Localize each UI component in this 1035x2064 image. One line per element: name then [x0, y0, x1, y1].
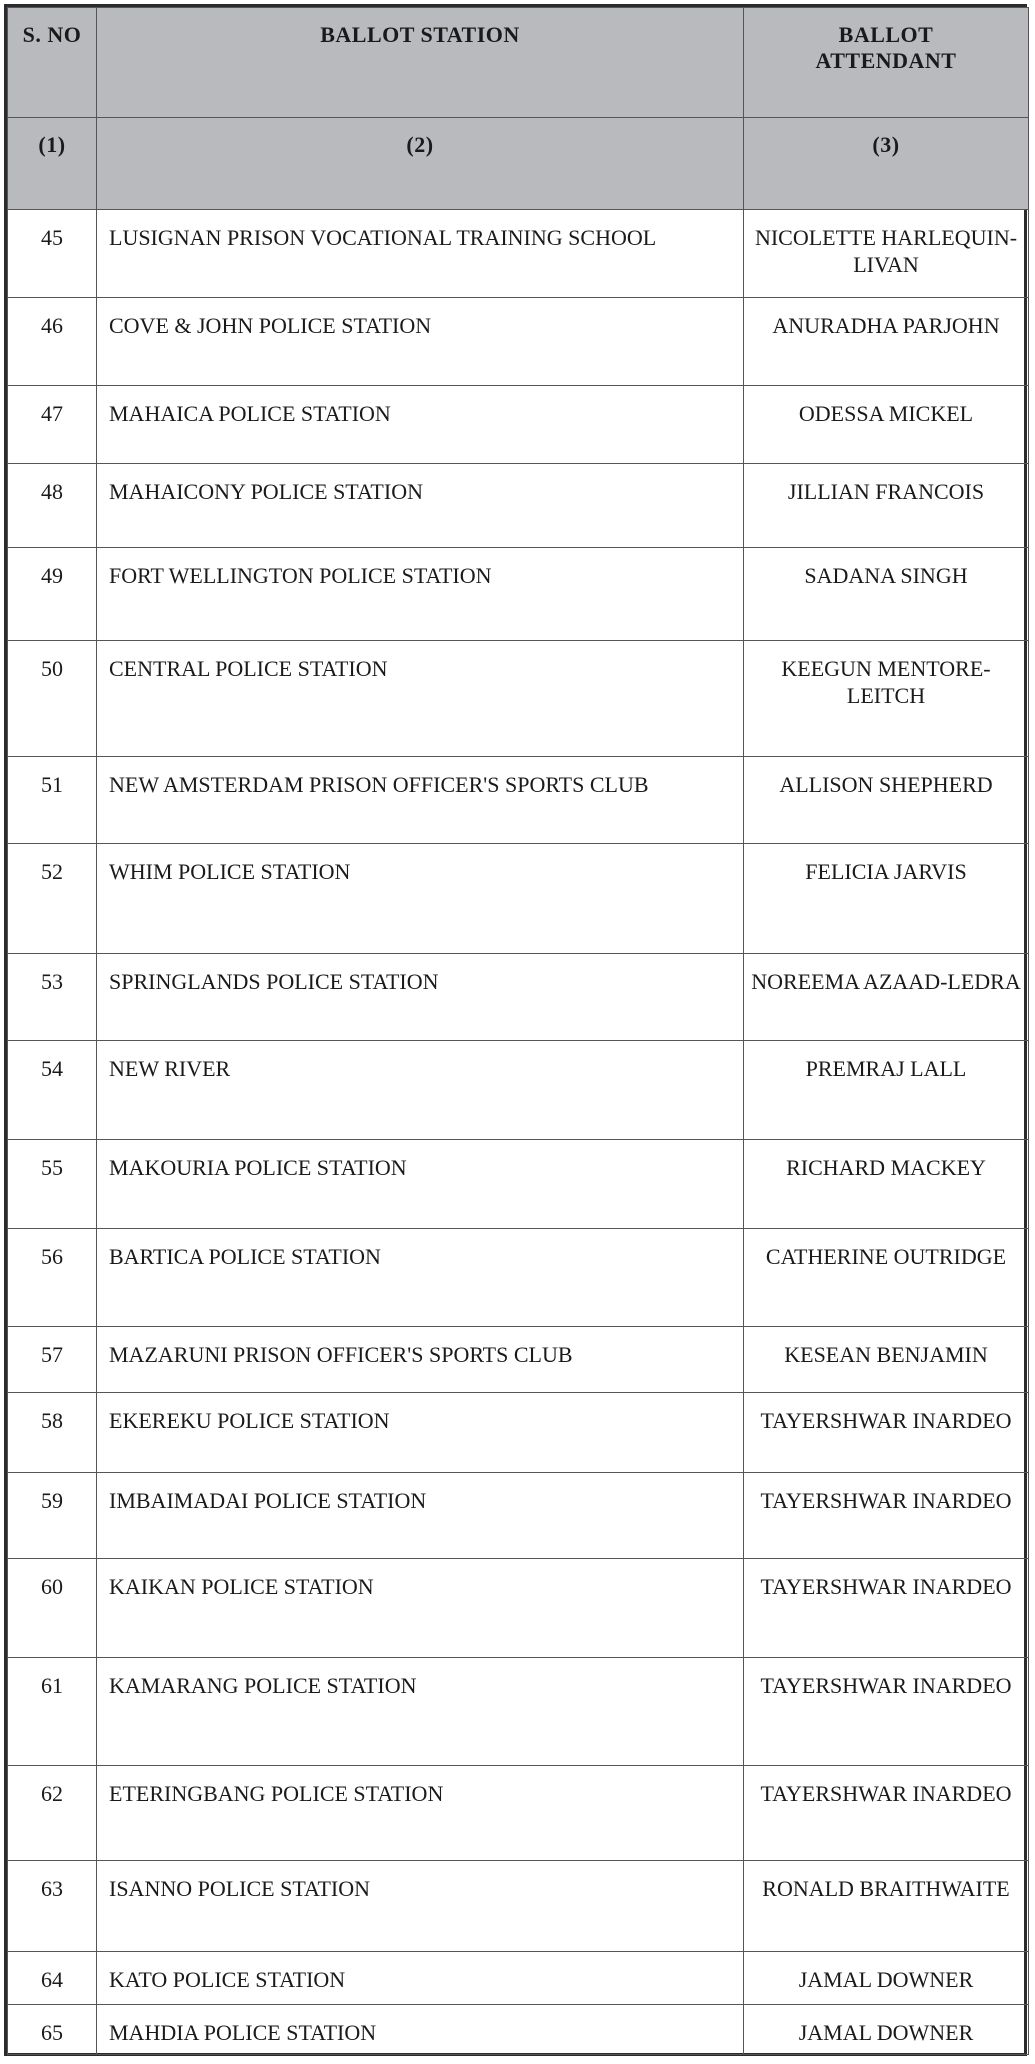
row-station: MAHAICONY POLICE STATION: [97, 464, 744, 548]
row-sno: 53: [8, 954, 97, 1041]
row-attendant: PREMRAJ LALL: [744, 1041, 1029, 1140]
table-row: [8, 844, 1029, 954]
row-station: CENTRAL POLICE STATION: [97, 641, 744, 757]
row-sno: 64: [8, 1952, 97, 2005]
row-attendant: TAYERSHWAR INARDEO: [744, 1658, 1029, 1766]
row-station: EKEREKU POLICE STATION: [97, 1393, 744, 1473]
row-station: COVE & JOHN POLICE STATION: [97, 298, 744, 386]
row-sno: 50: [8, 641, 97, 757]
row-sno: 57: [8, 1327, 97, 1393]
header-attendant: [744, 8, 1029, 118]
row-attendant: TAYERSHWAR INARDEO: [744, 1559, 1029, 1658]
row-attendant: TAYERSHWAR INARDEO: [744, 1393, 1029, 1473]
table-row: [8, 548, 1029, 641]
row-station: NEW RIVER: [97, 1041, 744, 1140]
table-row: [8, 1327, 1029, 1393]
row-station: MAKOURIA POLICE STATION: [97, 1140, 744, 1229]
column-number-3: (3): [744, 118, 1029, 210]
table-row: [8, 1658, 1029, 1766]
table-row: [8, 2005, 1029, 2055]
row-attendant: JILLIAN FRANCOIS: [744, 464, 1029, 548]
table-row: [8, 954, 1029, 1041]
row-sno: 63: [8, 1861, 97, 1952]
row-sno: 62: [8, 1766, 97, 1861]
row-sno: 46: [8, 298, 97, 386]
row-sno: 52: [8, 844, 97, 954]
row-sno: 59: [8, 1473, 97, 1559]
row-sno: 56: [8, 1229, 97, 1327]
row-station: MAZARUNI PRISON OFFICER'S SPORTS CLUB: [97, 1327, 744, 1393]
row-station: FORT WELLINGTON POLICE STATION: [97, 548, 744, 641]
table-row: [8, 1041, 1029, 1140]
row-sno: 45: [8, 210, 97, 298]
row-attendant: RONALD BRAITHWAITE: [744, 1861, 1029, 1952]
row-attendant: TAYERSHWAR INARDEO: [744, 1473, 1029, 1559]
row-attendant: NOREEMA AZAAD-LEDRA: [744, 954, 1029, 1041]
table-row: [8, 298, 1029, 386]
table-header: [8, 8, 1029, 210]
row-attendant: JAMAL DOWNER: [744, 1952, 1029, 2005]
row-station: IMBAIMADAI POLICE STATION: [97, 1473, 744, 1559]
row-attendant: FELICIA JARVIS: [744, 844, 1029, 954]
header-attendant-line1: BALLOT: [838, 22, 934, 47]
table-row: [8, 1952, 1029, 2005]
ballot-table: [7, 7, 1029, 2055]
row-station: BARTICA POLICE STATION: [97, 1229, 744, 1327]
row-station: MAHAICA POLICE STATION: [97, 386, 744, 464]
row-attendant: ODESSA MICKEL: [744, 386, 1029, 464]
table-row: [8, 386, 1029, 464]
table-row: [8, 641, 1029, 757]
table-row: [8, 1559, 1029, 1658]
row-station: WHIM POLICE STATION: [97, 844, 744, 954]
column-number-1: (1): [8, 118, 97, 210]
row-attendant: KEEGUN MENTORE-LEITCH: [744, 641, 1029, 757]
row-station: KAMARANG POLICE STATION: [97, 1658, 744, 1766]
row-sno: 49: [8, 548, 97, 641]
row-attendant: ANURADHA PARJOHN: [744, 298, 1029, 386]
row-attendant: JAMAL DOWNER: [744, 2005, 1029, 2055]
row-sno: 60: [8, 1559, 97, 1658]
row-station: LUSIGNAN PRISON VOCATIONAL TRAINING SCHOOL: [97, 210, 744, 298]
row-attendant: NICOLETTE HARLEQUIN-LIVAN: [744, 210, 1029, 298]
row-sno: 55: [8, 1140, 97, 1229]
row-attendant: RICHARD MACKEY: [744, 1140, 1029, 1229]
table-row: [8, 464, 1029, 548]
row-station: SPRINGLANDS POLICE STATION: [97, 954, 744, 1041]
column-number-row: [8, 118, 1029, 210]
row-sno: 51: [8, 757, 97, 844]
header-row: [8, 8, 1029, 118]
row-attendant: ALLISON SHEPHERD: [744, 757, 1029, 844]
row-station: MAHDIA POLICE STATION: [97, 2005, 744, 2055]
row-attendant: TAYERSHWAR INARDEO: [744, 1766, 1029, 1861]
row-attendant: SADANA SINGH: [744, 548, 1029, 641]
row-sno: 54: [8, 1041, 97, 1140]
table-row: [8, 1861, 1029, 1952]
table-row: [8, 210, 1029, 298]
row-station: KAIKAN POLICE STATION: [97, 1559, 744, 1658]
row-attendant: KESEAN BENJAMIN: [744, 1327, 1029, 1393]
table-row: [8, 1473, 1029, 1559]
row-station: ETERINGBANG POLICE STATION: [97, 1766, 744, 1861]
table-row: [8, 1140, 1029, 1229]
table-row: [8, 1393, 1029, 1473]
row-attendant: CATHERINE OUTRIDGE: [744, 1229, 1029, 1327]
header-sno: S. NO: [8, 8, 97, 118]
header-station: BALLOT STATION: [97, 8, 744, 118]
row-sno: 48: [8, 464, 97, 548]
row-station: KATO POLICE STATION: [97, 1952, 744, 2005]
column-number-2: (2): [97, 118, 744, 210]
table-body: [8, 210, 1029, 2055]
header-attendant-line2: ATTENDANT: [815, 48, 957, 73]
row-sno: 58: [8, 1393, 97, 1473]
row-sno: 61: [8, 1658, 97, 1766]
row-sno: 65: [8, 2005, 97, 2055]
table-row: [8, 1229, 1029, 1327]
row-sno: 47: [8, 386, 97, 464]
table-row: [8, 757, 1029, 844]
row-station: ISANNO POLICE STATION: [97, 1861, 744, 1952]
table-row: [8, 1766, 1029, 1861]
row-station: NEW AMSTERDAM PRISON OFFICER'S SPORTS CLUB: [97, 757, 744, 844]
